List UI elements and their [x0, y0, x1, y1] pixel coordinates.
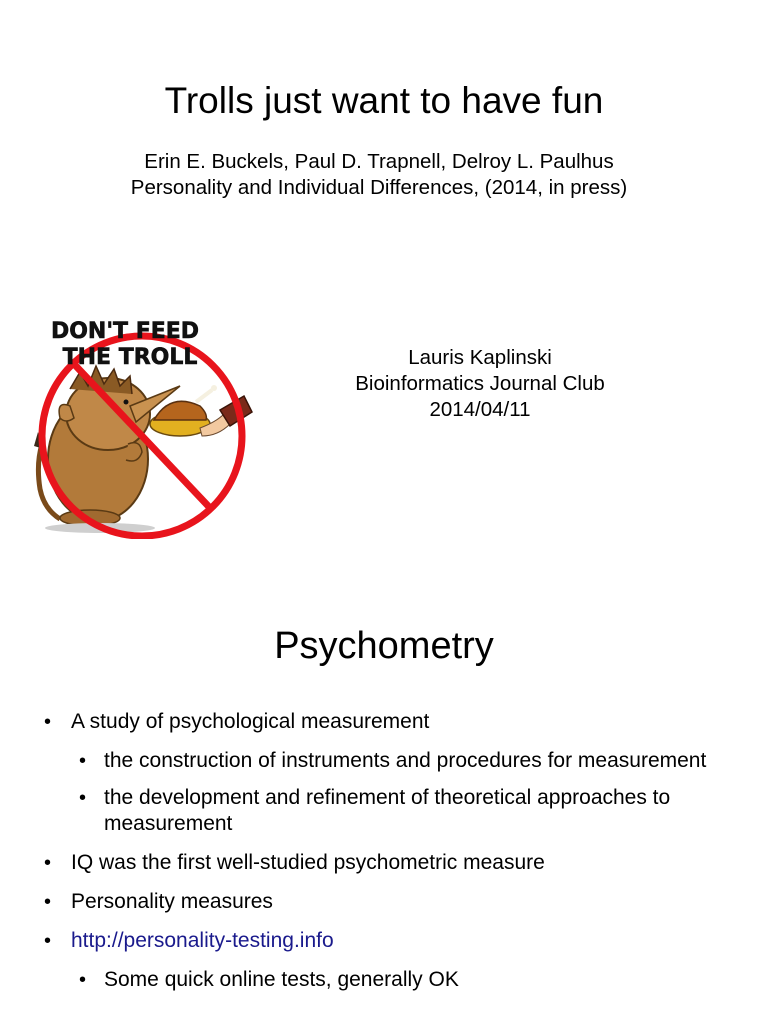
personality-testing-link[interactable]: http://personality-testing.info — [71, 929, 334, 952]
list-item — [0, 967, 714, 993]
presentation-date: 2014/04/11 — [429, 398, 531, 421]
list-item — [0, 785, 714, 837]
dont-feed-troll-image — [30, 314, 255, 539]
list-item — [0, 928, 768, 954]
bullet-icon: • — [44, 930, 52, 952]
list-item — [0, 889, 768, 915]
bullet-text: Some quick online tests, generally OK — [104, 968, 459, 991]
slide-title-heading: Trolls just want to have fun — [164, 80, 604, 121]
sign-caption-line2: THE TROLL — [62, 345, 198, 370]
slide-psychometry — [0, 576, 768, 1024]
bullet-icon: • — [79, 787, 87, 809]
paper-citation — [0, 149, 758, 201]
bullet-icon: • — [44, 711, 52, 733]
presenter-info — [330, 345, 630, 423]
slide-heading: Psychometry — [274, 625, 494, 667]
bullet-icon: • — [44, 891, 52, 913]
bullet-icon: • — [44, 852, 52, 874]
bullet-icon: • — [79, 969, 87, 991]
journal: Personality and Individual Differences, (2014, in press) — [130, 176, 628, 199]
bullet-text: the construction of instruments and procedures for measurement — [104, 749, 707, 772]
bullet-text: A study of psychological measurement — [71, 710, 430, 733]
event-name: Bioinformatics Journal Club — [355, 372, 605, 395]
list-item — [0, 748, 714, 774]
list-item — [0, 709, 768, 735]
sign-caption-line1: DON'T FEED — [50, 319, 200, 344]
authors: Erin E. Buckels, Paul D. Trapnell, Delroy L. Paulhus — [144, 150, 614, 173]
bullet-icon: • — [79, 750, 87, 772]
bullet-text: Personality measures — [71, 890, 273, 913]
list-item — [0, 850, 768, 876]
bullet-text: IQ was the first well-studied psychometric measure — [71, 851, 545, 874]
bullet-list — [0, 709, 768, 1004]
bullet-text: the development and refinement of theoretical approaches to measurement — [104, 786, 671, 835]
presenter-name: Lauris Kaplinski — [408, 346, 552, 369]
